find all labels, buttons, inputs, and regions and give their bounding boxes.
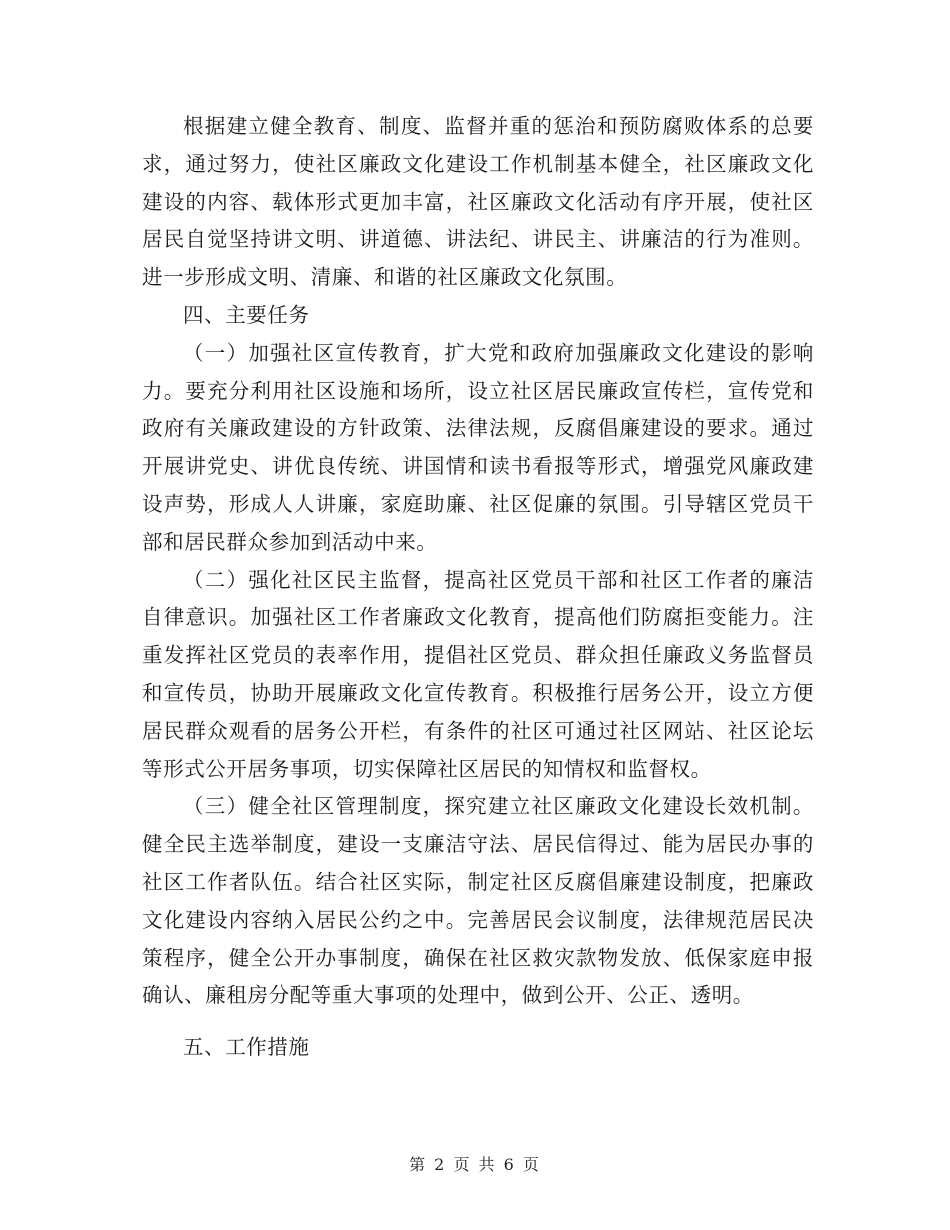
paragraph-task-2: （二）强化社区民主监督，提高社区党员干部和社区工作者的廉洁自律意识。加强社区工作者廉政文化教育，提高他们防腐拒变能力。注重发挥社区党员的表率作用，提倡社区党员、群众担任廉政义务监督员和宣传员，协助开展廉政文化宣传教育。积极推行居务公开，设立方便居民群众观看的居务公开栏，有条件的社区可通过社区网站、社区论坛等形式公开居务事项，切实保障社区居民的知情权和监督权。 [142,567,814,781]
paragraph-general-goal: 根据建立健全教育、制度、监督并重的惩治和预防腐败体系的总要求，通过努力，使社区廉政文化建设工作机制基本健全，社区廉政文化建设的内容、载体形式更加丰富，社区廉政文化活动有序开展，使社区居民自觉坚持讲文明、讲道德、讲法纪、讲民主、讲廉洁的行为准则。进一步形成文明、清廉、和谐的社区廉政文化氛围。 [142,114,814,290]
document-body [142,108,814,1067]
page-footer: 第 2 页 共 6 页 [409,1155,541,1174]
paragraph-task-3: （三）健全社区管理制度，探究建立社区廉政文化建设长效机制。健全民主选举制度，建设一支廉洁守法、居民信得过、能为居民办事的社区工作者队伍。结合社区实际，制定社区反腐倡廉建设制度，把廉政文化建设内容纳入居民公约之中。完善居民会议制度，法律规范居民决策程序，健全公开办事制度，确保在社区救灾款物发放、低保家庭申报确认、廉租房分配等重大事项的处理中，做到公开、公正、透明。 [142,794,814,1008]
section-heading-main-tasks: 四、主要任务 [183,302,310,327]
section-heading-work-measures: 五、工作措施 [183,1035,310,1060]
paragraph-task-1: （一）加强社区宣传教育，扩大党和政府加强廉政文化建设的影响力。要充分利用社区设施和场所，设立社区居民廉政宣传栏，宣传党和政府有关廉政建设的方针政策、法律法规，反腐倡廉建设的要求。通过开展讲党史、讲优良传统、讲国情和读书看报等形式，增强党风廉政建设声势，形成人人讲廉，家庭助廉、社区促廉的氛围。引导辖区党员干部和居民群众参加到活动中来。 [142,340,814,554]
